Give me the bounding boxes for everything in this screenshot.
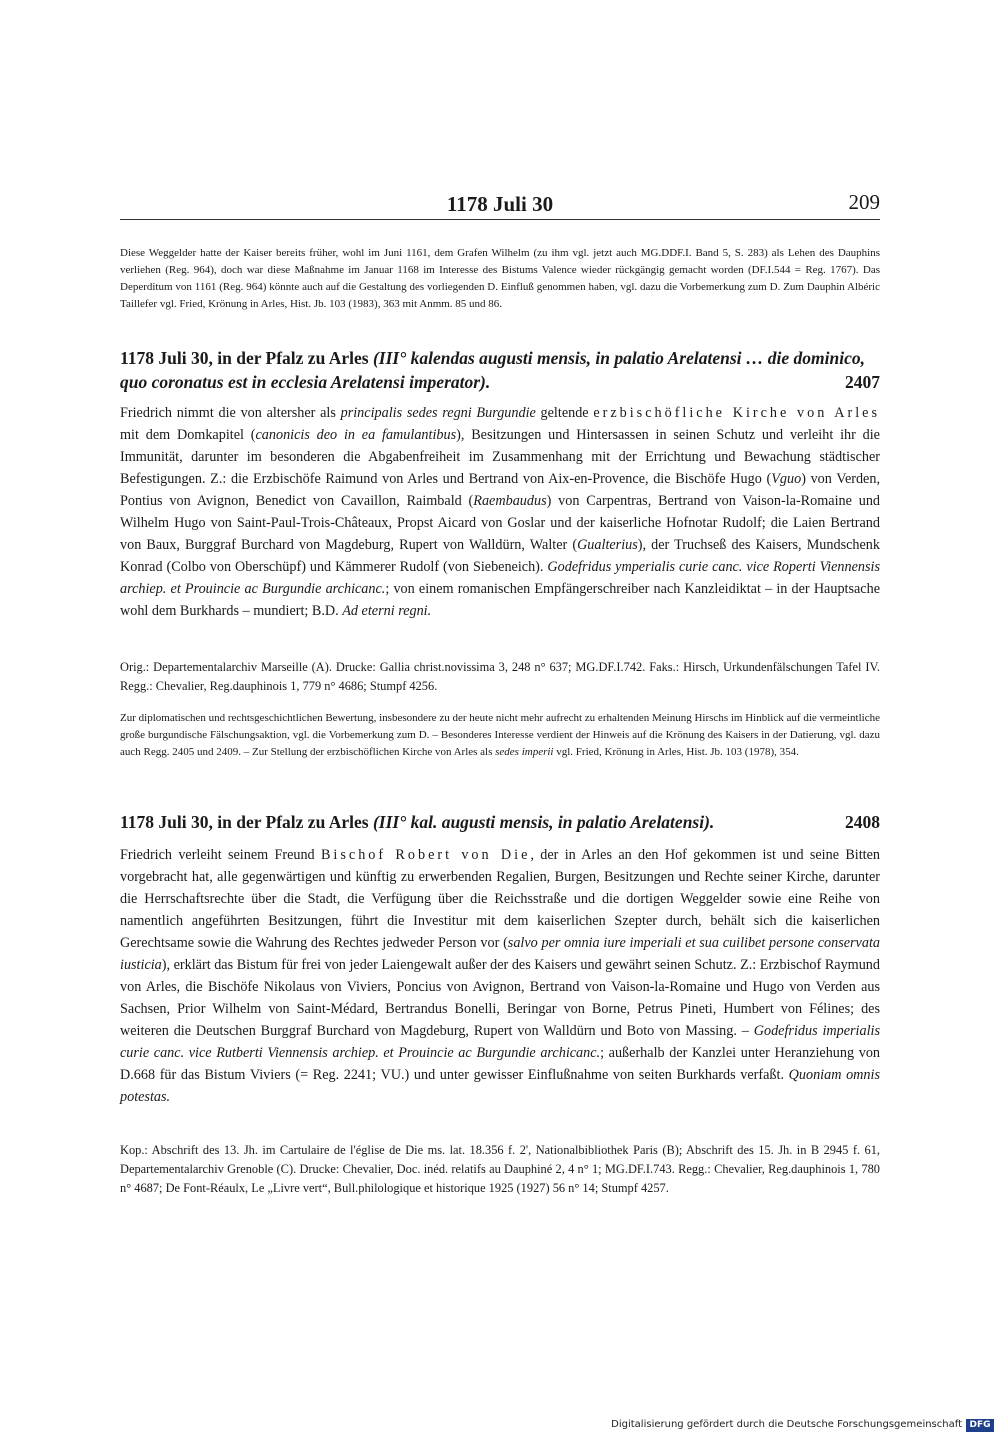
entry-2407-references: Orig.: Departementalarchiv Marseille (A). Drucke: Gallia christ.novissima 3, 248 n° 637; MG.DF.I.742. Faks.: Hirsch, Urkundenfälschungen Tafel IV. Regg.: Chevalier, Reg.dauphinois 1, 779 n° 4686; Stumpf 4256. xyxy=(120,660,880,693)
text-run: Friedrich nimmt die von altersher als xyxy=(120,405,341,421)
text-run: Friedrich verleiht seinem Freund xyxy=(120,847,321,863)
text-run: ) von Verden, Pontius von Avignon, Benedict von Cavaillon, Raimbald ( xyxy=(120,471,880,509)
entry-2408-heading xyxy=(120,810,880,834)
entry-2408-heading-place: 1178 Juli 30, in der Pfalz zu Arles xyxy=(120,812,369,832)
dfg-logo: DFG xyxy=(966,1419,994,1432)
text-run: geltende xyxy=(535,405,594,421)
text-run: , der in Arles an den Hof gekommen ist und seine Bitten vorgebracht hat, alle gegenwärtigen und künftig zu erwerbenden Regalien, Burgen, Besitzungen und Rechte seiner Kirche, darunter die Herrschaftsrechte über die Stadt, die Verfügung über die Reichsstraße und die dortigen Weggelder sowie eine Reihe von namentlich angeführten Besitzungen, führt die Investitur mit dem kaiserlichen Szepter durch, behält sich die kaiserlichen Gerechtsame sowie die Wahrung des Rechtes jedweder Person vor ( xyxy=(120,847,880,951)
latin-quote: Raembaudus xyxy=(473,493,547,509)
recipient-spaced: Bischof Robert von Die xyxy=(320,847,531,863)
text-run: ), der Truchseß des Kaisers, Mundschenk Konrad (Colbo von Oberschüpf) und Kämmerer Rudolf (von Siebeneich). xyxy=(120,537,880,575)
footnote-previous-entry: Diese Weggelder hatte der Kaiser bereits früher, wohl im Juni 1161, dem Grafen Wilhelm (zu ihm vgl. jetzt auch MG.DDF.I. Band 5, S. 283) als Lehen des Dauphins verliehen (Reg. 964), doch war diese Maßnahme im Januar 1168 im Interesse des Bistums Valence wieder rückgängig gemacht worden (DF.I.544 = Reg. 1767). Das Deperditum von 1161 (Reg. 964) könnte auch auf die Gestaltung des vorliegenden D. Einfluß genommen haben, vgl. dazu die Vorbemerkung zum D. Zum Dauphin Albéric Taillefer vgl. Fried, Krönung in Arles, Hist. Jb. 103 (1983), 363 mit Anmm. 85 und 86. xyxy=(120,247,880,310)
latin-quote: Vguo xyxy=(771,471,802,487)
text-run: ), Besitzungen und Hintersassen in seinen Schutz und verleiht ihr die Immunität, darunter im besonderen die Abgabenfreiheit im Zusammenhang mit der Errichtung und Bewachung städtischer Befestigungen. Z.: die Erzbischöfe Raimund von Arles und Bertrand von Aix-en-Provence, die Bischöfe Hugo ( xyxy=(120,427,880,487)
entry-2407-heading xyxy=(120,346,880,394)
text-run: ) von Carpentras, Bertrand von Vaison-la-Romaine und Wilhelm Hugo von Saint-Paul-Trois-Châteaux, Propst Aicard von Goslar und der kaiserliche Hofnotar Rudolf; die Laien Bertrand von Baux, Burggraf Burchard von Magdeburg, Rupert von Walldürn, Walter ( xyxy=(120,493,881,553)
text-run: mit dem Domkapitel ( xyxy=(120,427,256,443)
credit-text: Digitalisierung gefördert durch die Deutsche Forschungsgemeinschaft xyxy=(611,1419,962,1430)
entry-2407-summary xyxy=(120,402,880,622)
latin-quote: principalis sedes regni Burgundie xyxy=(340,405,536,421)
text-run: ; außerhalb der Kanzlei unter Heranziehung von D.668 für das Bistum Viviers (= Reg. 2241; VU.) und unter gewisser Einflußnahme von seiten Burkhards verfaßt. xyxy=(120,1045,881,1083)
text-run: vgl. Fried, Krönung in Arles, Hist. Jb. 103 (1978), 354. xyxy=(553,746,799,758)
entry-2408-references: Kop.: Abschrift des 13. Jh. im Cartulaire de l'église de Die ms. lat. 18.356 f. 2', Nationalbibliothek Paris (B); Abschrift des 15. Jh. in B 2945 f. 61, Departementalarchiv Grenoble (C). Drucke: Chevalier, Doc. inéd. relatifs au Dauphiné 2, 4 n° 1; MG.DF.I.743. Regg.: Chevalier, Reg.dauphinois 1, 780 n° 4687; De Font-Réaulx, Le „Livre vert“, Bull.philologique et historique 1925 (1927) 56 n° 14; Stumpf 4257. xyxy=(120,1143,880,1195)
latin-quote: Quoniam omnis potestas. xyxy=(120,1067,880,1105)
running-header xyxy=(120,190,880,222)
latin-quote: Gualterius xyxy=(577,537,638,553)
latin-quote: Godefridus ymperialis curie canc. vice Roperti Viennensis archiep. et Prouincie ac Burgundie archicanc. xyxy=(120,559,880,597)
header-rule xyxy=(120,219,880,220)
entry-2408-number: 2408 xyxy=(845,812,880,832)
latin-quote: salvo per omnia iure imperiali et sua cuilibet persone conservata iusticia xyxy=(120,935,880,973)
header-date: 1178 Juli 30 xyxy=(446,192,554,216)
text-run: Zur diplomatischen und rechtsgeschichtlichen Bewertung, insbesondere zu der heute nicht mehr aufrecht zu erhaltenden Meinung Hirschs im Hinblick auf die vermeintliche große burgundische Fälschungsaktion, vgl. die Vorbemerkung zum D. – Besonderes Interesse verdient der Hinweis auf die Krönung des Kaisers in der Datierung, vgl. dazu auch Regg. 2405 und 2409. – Zur Stellung der erzbischöflichen Kirche von Arles als xyxy=(120,712,880,758)
latin-quote: Godefridus imperialis curie canc. vice Rutberti Viennensis archiep. et Prouincie ac Burgundie archicanc. xyxy=(120,1023,881,1061)
entry-2407-number: 2407 xyxy=(845,372,880,392)
entry-2408-summary xyxy=(120,844,880,1108)
entry-2408-heading-latin: (III° kal. augusti mensis, in palatio Arelatensi). xyxy=(372,812,715,832)
text-run: ), erklärt das Bistum für frei von jeder Laiengewalt außer der des Kaisers und gewährt seinen Schutz. Z.: Erzbischof Raymund von Arles, die Bischöfe Nikolaus von Viviers, Poncius von Avignon, Bertrand von Vaison-la-Romaine und Hugo von Verden aus Sachsen, Prior Wilhelm von Saint-Médard, Bertrandus Bonelli, Beringar von Borne, Petrus Pineti, Humbert von Félines; des weiteren die Deutschen Burggraf Burchard von Magdeburg, Rupert von Walldürn und Boto von Massing. – xyxy=(120,957,880,1039)
entry-2407-heading-latin: (III° kalendas augusti mensis, in palatio Arelatensi … die dominico, quo coronatus est in ecclesia Arelatensi imperator). xyxy=(120,348,865,392)
latin-quote: Ad eterni regni. xyxy=(342,603,432,619)
latin-quote: canonicis deo in ea famulantibus xyxy=(255,427,457,443)
recipient-spaced: erzbischöfliche Kirche von Arles xyxy=(593,405,880,421)
text-run: ; von einem romanischen Empfängerschreiber nach Kanzleidiktat – in der Hauptsache wohl dem Burkhards – mundiert; B.D. xyxy=(120,581,880,619)
page-number: 209 xyxy=(848,190,880,214)
entry-2407-commentary xyxy=(120,710,880,761)
digitization-credit xyxy=(0,1419,1000,1434)
latin-quote: sedes imperii xyxy=(495,746,554,758)
entry-2407-heading-place: 1178 Juli 30, in der Pfalz zu Arles xyxy=(120,348,369,368)
